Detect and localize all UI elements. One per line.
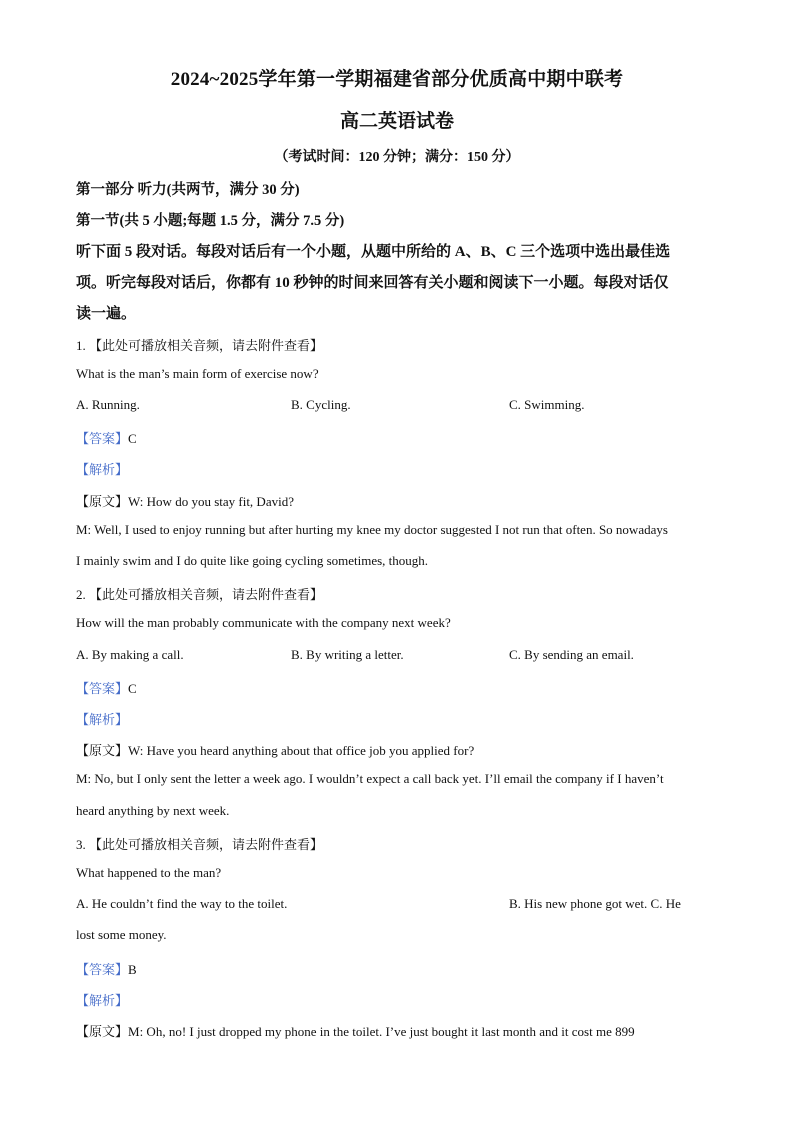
original-label: 【原文】 [76, 743, 129, 758]
question-1-header: 1. 【此处可播放相关音频，请去附件查看】 [76, 338, 324, 353]
question-1-transcript-3: I mainly swim and I do quite like going cycling sometimes, though. [76, 553, 429, 568]
exam-info: （考试时间：120 分钟；满分：150 分） [274, 150, 520, 165]
question-3-transcript-1 [76, 1021, 635, 1040]
answer-value: B [128, 962, 137, 977]
answer-label: 【答案】 [76, 431, 129, 446]
question-1-answer [76, 428, 137, 447]
question-1-transcript-1 [76, 491, 294, 510]
question-2-transcript-3: heard anything by next week. [76, 803, 230, 818]
original-label: 【原文】 [76, 494, 129, 509]
question-1-transcript-2: M: Well, I used to enjoy running but after hurting my knee my doctor suggested I not run that often. So nowadays [76, 522, 668, 537]
instruction-line-1: 听下面 5 段对话。每段对话后有一个小题，从题中所给的 A、B、C 三个选项中选出最佳选 [76, 244, 671, 260]
question-2-analysis [76, 709, 128, 728]
transcript-text: W: Have you heard anything about that office job you applied for? [128, 743, 475, 758]
question-2-option-a: A. By making a call. [76, 647, 184, 662]
transcript-text: M: Oh, no! I just dropped my phone in the toilet. I’ve just bought it last month and it cost me 899 [128, 1024, 635, 1039]
question-3-option-c-cont: lost some money. [76, 927, 167, 942]
instruction-line-3: 读一遍。 [76, 306, 137, 322]
question-1-option-a: A. Running. [76, 397, 140, 412]
question-1-option-c: C. Swimming. [509, 397, 585, 412]
analysis-label: 【解析】 [76, 462, 129, 477]
question-2-header: 2. 【此处可播放相关音频，请去附件查看】 [76, 587, 324, 602]
question-2-transcript-1 [76, 740, 474, 759]
question-2-transcript-2: M: No, but I only sent the letter a week ago. I wouldn’t expect a call back yet. I’ll email the company if I haven’t [76, 771, 664, 786]
question-2-option-c: C. By sending an email. [509, 647, 634, 662]
question-1-analysis [76, 459, 128, 478]
question-1-stem: What is the man’s main form of exercise now? [76, 366, 319, 381]
transcript-text: W: How do you stay fit, David? [128, 494, 294, 509]
question-3-stem: What happened to the man? [76, 865, 222, 880]
part-heading: 第一部分 听力(共两节，满分 30 分) [76, 182, 300, 198]
instruction-line-2: 项。听完每段对话后，你都有 10 秒钟的时间来回答有关小题和阅读下一小题。每段对话仅 [76, 275, 669, 291]
analysis-label: 【解析】 [76, 712, 129, 727]
exam-title: 2024~2025学年第一学期福建省部分优质高中期中联考 [170, 69, 624, 90]
answer-label: 【答案】 [76, 962, 129, 977]
question-3-option-b: B. His new phone got wet. C. He [509, 896, 681, 911]
section-heading: 第一节(共 5 小题;每题 1.5 分，满分 7.5 分) [76, 213, 345, 229]
question-3-analysis [76, 990, 128, 1009]
question-2-option-b: B. By writing a letter. [291, 647, 404, 662]
answer-value: C [128, 431, 137, 446]
question-3-answer [76, 959, 137, 978]
exam-subtitle: 高二英语试卷 [339, 111, 454, 132]
question-2-answer [76, 678, 137, 697]
analysis-label: 【解析】 [76, 993, 129, 1008]
question-1-option-b: B. Cycling. [291, 397, 351, 412]
question-3-header: 3. 【此处可播放相关音频，请去附件查看】 [76, 837, 324, 852]
question-3-option-a: A. He couldn’t find the way to the toilet. [76, 896, 288, 911]
answer-label: 【答案】 [76, 681, 129, 696]
answer-value: C [128, 681, 137, 696]
original-label: 【原文】 [76, 1024, 129, 1039]
question-2-stem: How will the man probably communicate with the company next week? [76, 615, 451, 630]
